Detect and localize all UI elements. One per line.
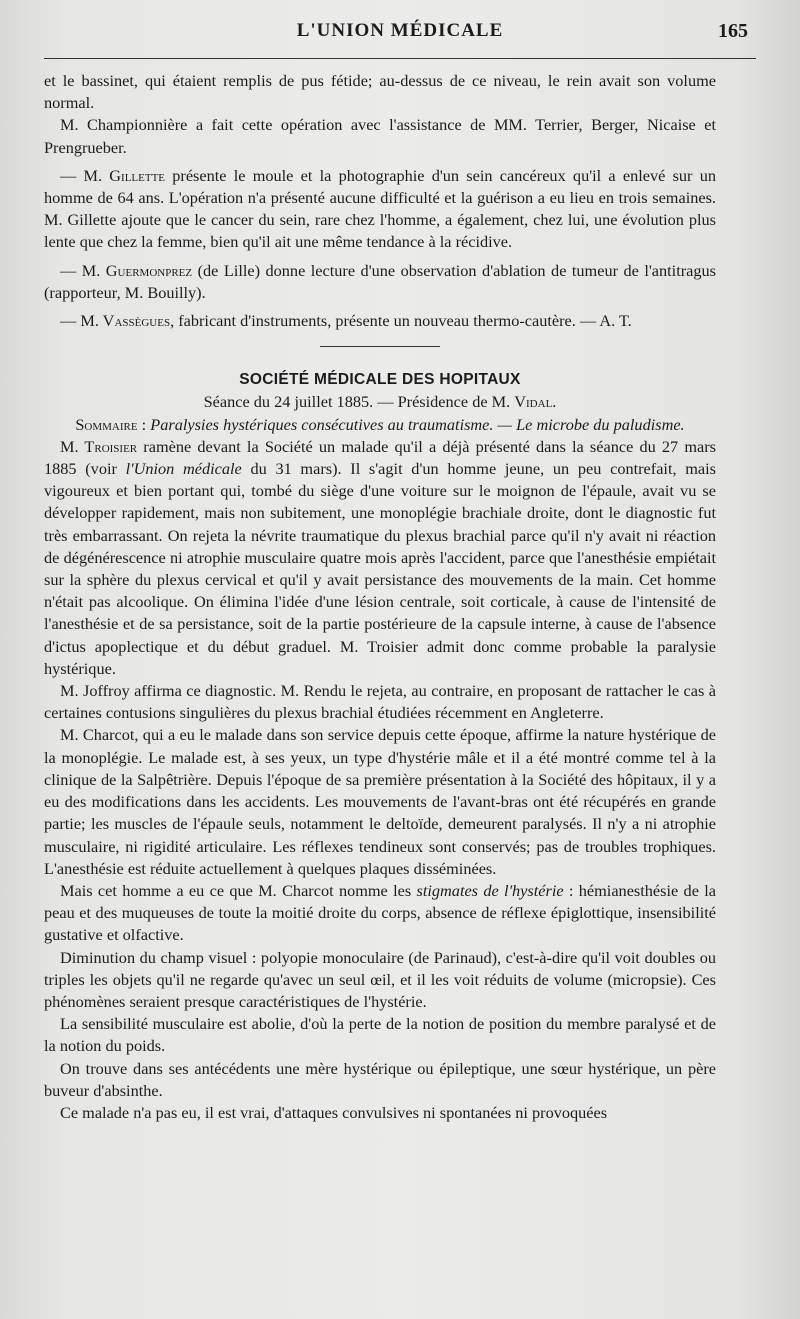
paragraph-charcot: M. Charcot, qui a eu le malade dans son service depuis cette époque, affirme la nature hystérique de la monoplégie. Le malade est, à ses yeux, un type d'hystérie mâle et il a été montré comme tel à la clinique de la Salpêtrière. Depuis l'époque de sa première présentation à la Société des hôpitaux, il y a eu des modifications dans les accidents. Les mouvements de l'avant-bras ont été récupérés en grande partie; les muscles de l'épaule seuls, notamment le deltoïde, demeurent paralysés. Il n'y a ni atrophie musculaire, ni rigidité articulaire. Les réflexes tendineux sont conservés; pas de troubles trophiques. L'anesthésie est réduite actuellement à quelques plaques disséminées. (44, 725, 716, 878)
stigmates-text-a: Mais cet homme a eu ce que M. Charcot nomme les (60, 880, 417, 900)
paragraph-bassinet: et le bassinet, qui étaient remplis de pus fétide; au-dessus de ce niveau, le rein avait son volume normal. (44, 71, 716, 113)
paragraph-guermonprez: — M. Guermonprez (de Lille) donne lecture d'une observation d'ablation de tumeur de l'antitragus (rapporteur, M. Bouilly). (44, 260, 716, 302)
president-name: Vidal (514, 392, 553, 412)
section-title: SOCIÉTÉ MÉDICALE DES HOPITAUX (239, 371, 521, 389)
sommaire (44, 414, 716, 436)
sommaire-label: Sommaire (75, 414, 138, 434)
sommaire-sep: : (137, 414, 151, 434)
paragraph-gillette: — M. Gillette présente le moule et la photographie d'un sein cancéreux qu'il a enlevé sur un homme de 64 ans. L'opération n'a présenté aucune difficulté et la guérison a eu lieu en trois semaines. M. Gillette ajoute que le cancer du sein, rare chez l'homme, a également, chez lui, une évolution plus lente que chez la femme, bien qu'il ait une même tendance à la récidive. (44, 165, 716, 252)
body-text (44, 70, 716, 1124)
sommaire-text: Paralysies hystériques consécutives au traumatisme. — Le microbe du paludisme. (150, 414, 685, 434)
page-number: 165 (718, 20, 748, 42)
paragraph-attaques: Ce malade n'a pas eu, il est vrai, d'attaques convulsives ni spontanées ni provoquées (60, 1102, 608, 1122)
speaker-guermonprez: M. Guermonprez (81, 260, 193, 280)
seance-text: Séance du 24 juillet 1885. — Présidence de M. (203, 392, 515, 412)
vassegues-text: , fabricant d'instruments, présente un nouveau thermo-cautère. — A. T. (170, 311, 632, 331)
stigmates-text-b: : hémianesthésie de la peau et des muqueuses de toute la moitié droite du corps, absence de réflexe épiglottique, insensibilité gustative et olfactive. (44, 880, 716, 945)
paragraph-sensibilite: La sensibilité musculaire est abolie, d'où la perte de la notion de position du membre paralysé et de la notion du poids. (44, 1014, 716, 1056)
paragraph-championniere: M. Championnière a fait cette opération avec l'assistance de MM. Terrier, Berger, Nicaise et Prengrueber. (44, 115, 716, 157)
journal-title: l'Union médicale (125, 459, 242, 479)
section-separator (320, 346, 440, 347)
paragraph-diminution: Diminution du champ visuel : polyopie monoculaire (de Parinaud), c'est-à-dire qu'il voit doubles ou triples les objets qu'il ne regarde qu'avec un seul œil, et il les voit réduits de volume (micropsie). Ces phénomènes seraient presque caractéristiques de l'hystérie. (44, 947, 716, 1011)
troisier-text-b: du 31 mars). Il s'agit d'un homme jeune, un peu contrefait, mais vigoureux et bien portant qui, tombé du siège d'une voiture sur le moignon de l'épaule, avait vu se développer rapidement, mais non subitement, une monoplégie brachiale droite, dont le diagnostic fut très embarrassant. On rejeta la névrite traumatique du plexus brachial parce qu'il n'y avait ni réaction de dégénérescence ni atrophie musculaire quatre mois après l'accident, parce que l'anesthésie empiétait sur la sphère du plexus cervical et qu'il y avait persistance des mouvements de la main. Cet homme n'était pas alcoolique. On élimina l'idée d'une lésion centrale, soit corticale, à cause de l'intensité de l'anesthésie et de sa persistance, soit de la partie postérieure de la capsule interne, à cause de l'absence d'ictus apoplectique et du début graduel. M. Troisier admit donc comme probable la paralysie hystérique. (44, 459, 716, 678)
seance-line (44, 391, 716, 413)
paragraph-troisier (44, 436, 716, 680)
speaker-vassegues: M. Vassègues (80, 311, 171, 331)
speaker-gillette: M. Gillette (83, 165, 166, 185)
paragraph-joffroy: M. Joffroy affirma ce diagnostic. M. Rendu le rejeta, au contraire, en proposant de rattacher le cas à certaines contusions singulières du plexus brachial étudiées récemment en Angleterre. (44, 681, 716, 723)
speaker-troisier: M. Troisier (60, 436, 138, 456)
paragraph-stigmates (44, 880, 716, 947)
stigmates-italic: stigmates de l'hystérie (416, 880, 564, 900)
seance-end: . (552, 392, 557, 412)
paragraph-vassegues: — M. Vassègues, fabricant d'instruments, présente un nouveau thermo-cautère. — A. T. (60, 311, 632, 331)
paragraph-antecedents: On trouve dans ses antécédents une mère hystérique ou épileptique, une sœur hystérique, un père buveur d'absinthe. (44, 1058, 716, 1100)
running-head (0, 20, 800, 44)
gillette-text: présente le moule et la photographie d'un sein cancéreux qu'il a enlevé sur un homme de 64 ans. L'opération n'a présenté aucune difficulté et la guérison a eu lieu en trois semaines. M. Gillette ajoute que le cancer du sein, rare chez l'homme, a également, chez lui, une évolution plus lente que chez la femme, bien qu'il ait une même tendance à la récidive. (44, 165, 716, 252)
troisier-text-a: ramène devant la Société un malade qu'il a déjà présenté dans la séance du 27 mars 1885 (voir (44, 436, 716, 479)
running-title: L'UNION MÉDICALE (296, 20, 504, 41)
header-rule (44, 58, 756, 59)
guermonprez-text: (de Lille) donne lecture d'une observation d'ablation de tumeur de l'antitragus (rapporteur, M. Bouilly). (44, 260, 716, 302)
